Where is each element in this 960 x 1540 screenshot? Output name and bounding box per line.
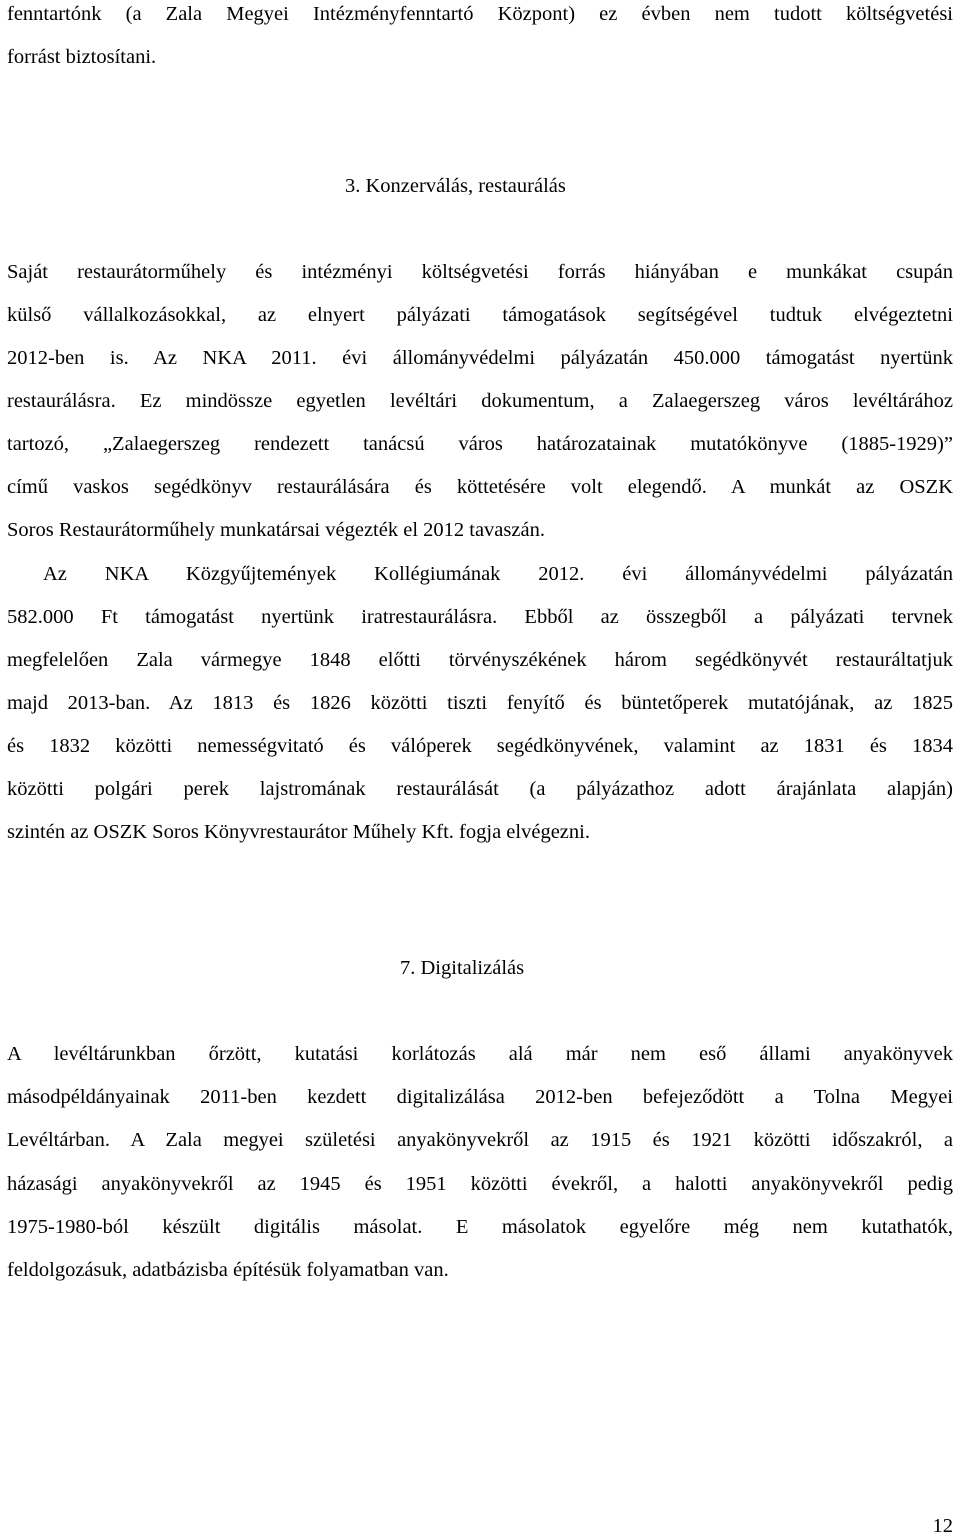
paragraph-line: 582.000 Ft támogatást nyertünk iratrestaurálásra. Ebből az összegből a pályázati tervnek [7,606,953,628]
paragraph-line: közötti polgári perek lajstromának restaurálását (a pályázathoz adott árajánlata alapján) [7,778,953,800]
paragraph-line: restaurálásra. Ez mindössze egyetlen levéltári dokumentum, a Zalaegerszeg város levéltárához [7,390,953,412]
paragraph-line: majd 2013-ban. Az 1813 és 1826 közötti tiszti fenyítő és büntetőperek mutatójának, az 1825 [7,692,953,714]
paragraph-line: 2012-ben is. Az NKA 2011. évi állományvédelmi pályázatán 450.000 támogatást nyertünk [7,347,953,369]
paragraph-line: szintén az OSZK Soros Könyvrestaurátor Műhely Kft. fogja elvégezni. [7,821,590,843]
paragraph-line: feldolgozásuk, adatbázisba építésük folyamatban van. [7,1259,449,1281]
paragraph-line: Soros Restaurátorműhely munkatársai végezték el 2012 tavaszán. [7,519,545,541]
paragraph-line: házasági anyakönyvekről az 1945 és 1951 közötti évekről, a halotti anyakönyvekről pedig [7,1173,953,1195]
paragraph-line: és 1832 közötti nemességvitató és válóperek segédkönyvének, valamint az 1831 és 1834 [7,735,953,757]
page-number: 12 [932,1515,953,1537]
paragraph-line: A levéltárunkban őrzött, kutatási korlátozás alá már nem eső állami anyakönyvek [7,1043,953,1065]
paragraph-line: Levéltárban. A Zala megyei születési anyakönyvekről az 1915 és 1921 közötti időszakról, a [7,1129,953,1151]
paragraph-line: megfelelően Zala vármegye 1848 előtti törvényszékének három segédkönyvét restauráltatjuk [7,649,953,671]
paragraph-line: másodpéldányainak 2011-ben kezdett digitalizálása 2012-ben befejeződött a Tolna Megyei [7,1086,953,1108]
paragraph-line: tartozó, „Zalaegerszeg rendezett tanácsú város határozatainak mutatókönyve (1885-1929)” [7,433,953,455]
section-heading-conservation: 3. Konzerválás, restaurálás [345,175,566,197]
paragraph-line: Saját restaurátorműhely és intézményi költségvetési forrás hiányában e munkákat csupán [7,261,953,283]
paragraph-line: fenntartónk (a Zala Megyei Intézményfenntartó Központ) ez évben nem tudott költségvetési [7,3,953,25]
paragraph-line: forrást biztosítani. [7,46,157,68]
paragraph-line: 1975-1980-ból készült digitális másolat. E másolatok egyelőre még nem kutathatók, [7,1216,953,1238]
section-heading-digitization: 7. Digitalizálás [400,957,525,979]
paragraph-line: című vaskos segédkönyv restaurálására és köttetésére volt elegendő. A munkát az OSZK [7,476,953,498]
paragraph-line: Az NKA Közgyűjtemények Kollégiumának 2012. évi állományvédelmi pályázatán [43,563,953,585]
paragraph-line: külső vállalkozásokkal, az elnyert pályázati támogatások segítségével tudtuk elvégeztetni [7,304,953,326]
